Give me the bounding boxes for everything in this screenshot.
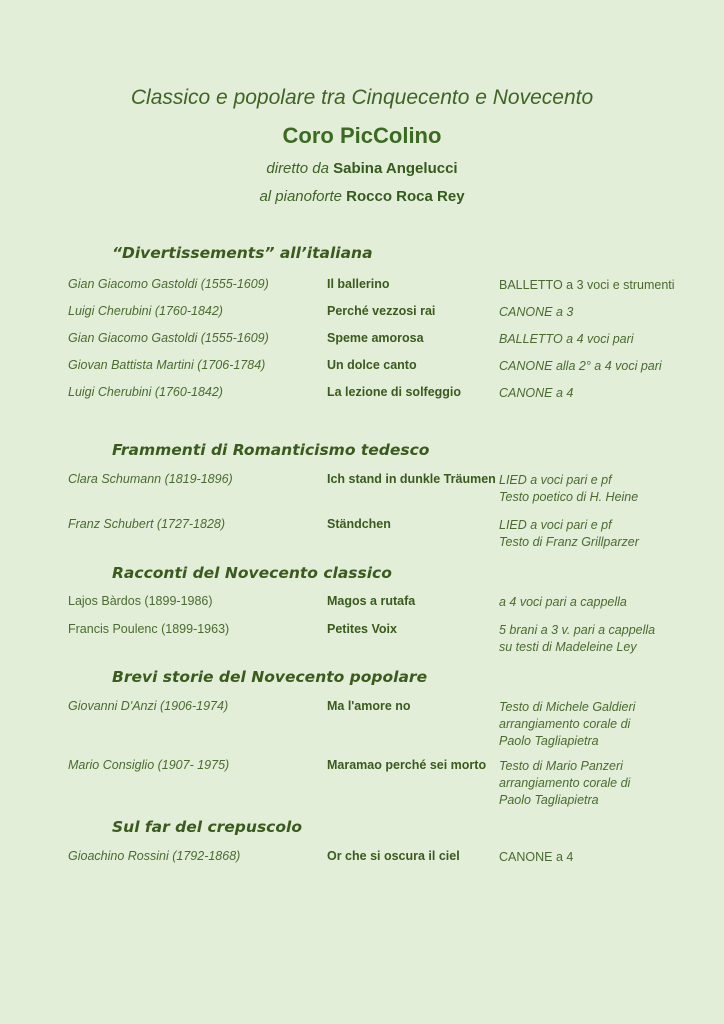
- composer: Gioachino Rossini (1792-1868): [68, 849, 241, 863]
- program-row: [0, 849, 724, 869]
- piece-title: Or che si oscura il ciel: [327, 849, 460, 863]
- piece-title: Perché vezzosi rai: [327, 304, 436, 318]
- piece-title: Ich stand in dunkle Träumen: [327, 472, 496, 486]
- piece-notes: LIED a voci pari e pf Testo di Franz Grillparzer: [499, 518, 639, 549]
- program-row: [0, 622, 724, 654]
- program-row: [0, 385, 724, 405]
- piece-notes: CANONE a 3: [499, 305, 574, 319]
- piece-title: Maramao perché sei morto: [327, 758, 487, 772]
- section-title: Racconti del Novecento classico: [112, 564, 392, 582]
- program-row: [0, 277, 724, 297]
- piece-notes: 5 brani a 3 v. pari a cappella su testi di Madeleine Ley: [499, 623, 656, 654]
- director-name: Sabina Angelucci: [333, 160, 458, 177]
- section-title: Sul far del crepuscolo: [112, 818, 302, 836]
- section-title: Frammenti di Romanticismo tedesco: [112, 441, 430, 459]
- piece-title: Petites Voix: [327, 622, 397, 636]
- piece-title: Speme amorosa: [327, 331, 424, 345]
- composer: Mario Consiglio (1907- 1975): [68, 758, 230, 772]
- piano-prefix: al pianoforte: [259, 188, 342, 205]
- director-prefix: diretto da: [266, 160, 329, 177]
- composer: Giovanni D'Anzi (1906-1974): [68, 699, 229, 713]
- composer: Lajos Bàrdos (1899-1986): [68, 594, 213, 608]
- program-row: [0, 517, 724, 549]
- piece-title: La lezione di solfeggio: [327, 385, 462, 399]
- piece-notes: LIED a voci pari e pf Testo poetico di H. Heine: [499, 473, 639, 504]
- piece-notes: CANONE alla 2° a 4 voci pari: [499, 359, 662, 373]
- piece-notes: BALLETTO a 4 voci pari: [499, 332, 634, 346]
- composer: Giovan Battista Martini (1706-1784): [68, 358, 266, 372]
- piece-title: Ma l'amore no: [327, 699, 411, 713]
- piece-title: Un dolce canto: [327, 358, 417, 372]
- piece-notes: Testo di Michele Galdieri arrangiamento corale di Paolo Tagliapietra: [499, 700, 636, 748]
- piece-title: Il ballerino: [327, 277, 390, 291]
- piece-notes: BALLETTO a 3 voci e strumenti: [499, 278, 675, 292]
- section-title: Brevi storie del Novecento popolare: [112, 668, 428, 686]
- director-line: [0, 160, 724, 177]
- piece-notes: a 4 voci pari a cappella: [499, 595, 627, 609]
- piece-notes: Testo di Mario Panzeri arrangiamento corale di Paolo Tagliapietra: [499, 759, 631, 807]
- section-title: “Divertissements” all’italiana: [112, 244, 373, 262]
- choir-title: Coro PicColino: [282, 123, 442, 148]
- program-row: [0, 358, 724, 378]
- piece-title: Magos a rutafa: [327, 594, 416, 608]
- composer: Clara Schumann (1819-1896): [68, 472, 233, 486]
- composer: Franz Schubert (1727-1828): [68, 517, 226, 531]
- program-row: [0, 472, 724, 504]
- piano-name: Rocco Roca Rey: [346, 188, 465, 205]
- composer: Francis Poulenc (1899-1963): [68, 622, 230, 636]
- program-row: [0, 758, 724, 807]
- piece-notes: CANONE a 4: [499, 850, 574, 864]
- composer: Gian Giacomo Gastoldi (1555-1609): [68, 331, 269, 345]
- composer: Luigi Cherubini (1760-1842): [68, 304, 223, 318]
- program-row: [0, 594, 724, 614]
- program-subtitle: Classico e popolare tra Cinquecento e Novecento: [130, 86, 594, 109]
- program-row: [0, 699, 724, 748]
- piece-title: Ständchen: [327, 517, 391, 531]
- composer: Luigi Cherubini (1760-1842): [68, 385, 223, 399]
- piano-line: [0, 188, 724, 205]
- program-row: [0, 304, 724, 324]
- program-row: [0, 331, 724, 351]
- composer: Gian Giacomo Gastoldi (1555-1609): [68, 277, 269, 291]
- piece-notes: CANONE a 4: [499, 386, 574, 400]
